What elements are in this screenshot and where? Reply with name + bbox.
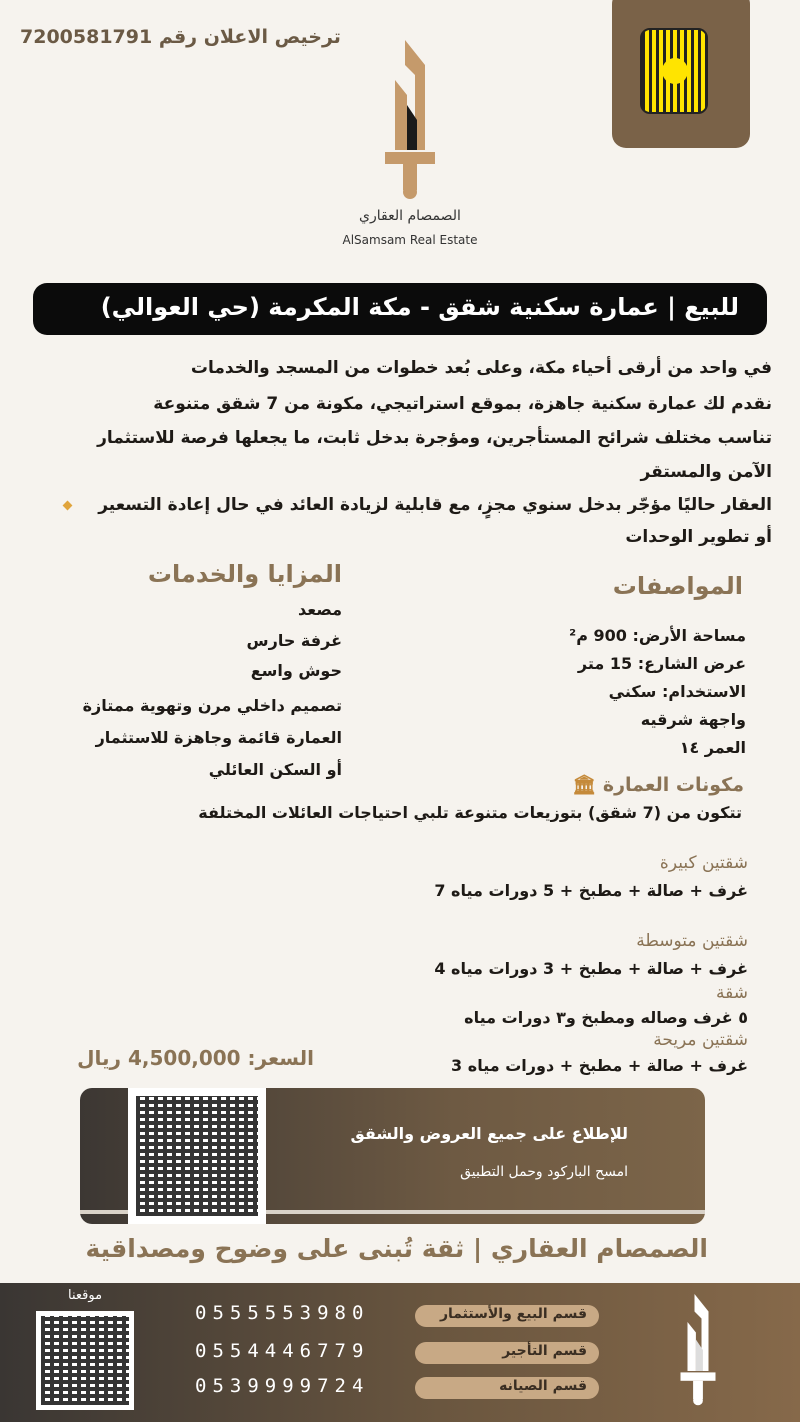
spec-item: واجهة شرقيه bbox=[640, 710, 746, 729]
unit-detail: ٥ غرف وصاله ومطبخ و٣ دورات مياه bbox=[464, 1008, 748, 1027]
intro-line: في واحد من أرقى أحياء مكة، وعلى بُعد خطوات من المسجد والخدمات bbox=[190, 358, 772, 378]
spec-item: مساحة الأرض: 900 م² bbox=[569, 626, 746, 645]
footer-logo-icon bbox=[678, 1294, 718, 1406]
tagline: الصمصام العقاري | ثقة تُبنى على وضوح ومصداقية bbox=[85, 1234, 708, 1263]
department-label: قسم البيع والأستثمار bbox=[415, 1305, 599, 1327]
feature-item: أو السكن العائلي bbox=[208, 760, 342, 779]
brand-name-english: AlSamsam Real Estate bbox=[342, 233, 478, 247]
unit-name: شقتين متوسطة bbox=[636, 931, 748, 951]
intro-line: نقدم لك عمارة سكنية جاهزة، بموقع استراتيجي، مكونة من 7 شقق متنوعة bbox=[153, 394, 772, 414]
intro-line: أو تطوير الوحدات bbox=[625, 527, 772, 547]
brand-name-arabic: الصمصام العقاري bbox=[359, 208, 461, 224]
unit-name: شقة bbox=[716, 983, 748, 1003]
snapcode-icon bbox=[640, 28, 708, 114]
phone-number[interactable]: 0555553980 bbox=[195, 1302, 370, 1324]
department-label: قسم التأجير bbox=[415, 1342, 599, 1364]
banner-title: للإطلاع على جميع العروض والشقق bbox=[350, 1124, 628, 1143]
phone-number[interactable]: 0539999724 bbox=[195, 1375, 370, 1397]
intro-line: تناسب مختلف شرائح المستأجرين، ومؤجرة بدخل ثابت، ما يجعلها فرصة للاستثمار bbox=[97, 428, 772, 448]
components-description: تتكون من (7 شقق) بتوزيعات متنوعة تلبي احتياجات العائلات المختلفة bbox=[198, 803, 742, 822]
location-qr-code-icon[interactable] bbox=[36, 1311, 134, 1410]
components-heading-text: مكونات العمارة bbox=[602, 774, 744, 796]
building-icon: 🏛 bbox=[572, 774, 597, 796]
intro-line: العقار حاليًا مؤجّر بدخل سنوي مجزٍ، مع قابلية لزيادة العائد في حال إعادة التسعير bbox=[98, 495, 772, 515]
unit-detail: غرف + صالة + مطبخ + 5 دورات مياه 7 bbox=[434, 881, 748, 900]
sword-building-logo-icon bbox=[385, 40, 435, 200]
price: السعر: 4,500,000 ريال bbox=[77, 1046, 314, 1070]
intro-line: الآمن والمستقر bbox=[640, 462, 772, 482]
snapcode-center bbox=[662, 58, 688, 84]
feature-item: تصميم داخلي مرن وتهوية ممتازة bbox=[82, 696, 342, 715]
spec-item: الاستخدام: سكني bbox=[608, 682, 746, 701]
features-heading: المزايا والخدمات bbox=[147, 560, 342, 588]
ad-license-number: ترخيص الاعلان رقم 7200581791 bbox=[20, 26, 341, 48]
unit-detail: غرف + صالة + مطبخ + 3 دورات مياه 4 bbox=[434, 959, 748, 978]
phone-number[interactable]: 0554446779 bbox=[195, 1340, 370, 1362]
location-label: موقعنا bbox=[68, 1288, 103, 1303]
feature-item: العمارة قائمة وجاهزة للاستثمار bbox=[95, 728, 342, 747]
feature-item: مصعد bbox=[298, 600, 342, 619]
feature-item: حوش واسع bbox=[250, 661, 342, 680]
unit-name: شقتين كبيرة bbox=[659, 853, 748, 873]
specs-heading: المواصفات bbox=[612, 572, 743, 600]
feature-item: غرفة حارس bbox=[246, 631, 342, 650]
department-label: قسم الصيانه bbox=[415, 1377, 599, 1399]
app-qr-code-icon[interactable] bbox=[128, 1088, 266, 1224]
bullet-icon bbox=[63, 501, 73, 511]
unit-detail: غرف + صالة + مطبخ + دورات مياه 3 bbox=[451, 1056, 748, 1075]
unit-name: شقتين مريحة bbox=[653, 1030, 748, 1050]
listing-title: للبيع | عمارة سكنية شقق - مكة المكرمة (حي العوالي) bbox=[33, 283, 767, 335]
snapchat-qr-card[interactable] bbox=[612, 0, 750, 148]
spec-item: عرض الشارع: 15 متر bbox=[577, 654, 746, 673]
components-heading bbox=[572, 773, 744, 796]
spec-item: العمر ١٤ bbox=[679, 738, 746, 757]
banner-subtitle: امسح الباركود وحمل التطبيق bbox=[460, 1164, 628, 1180]
